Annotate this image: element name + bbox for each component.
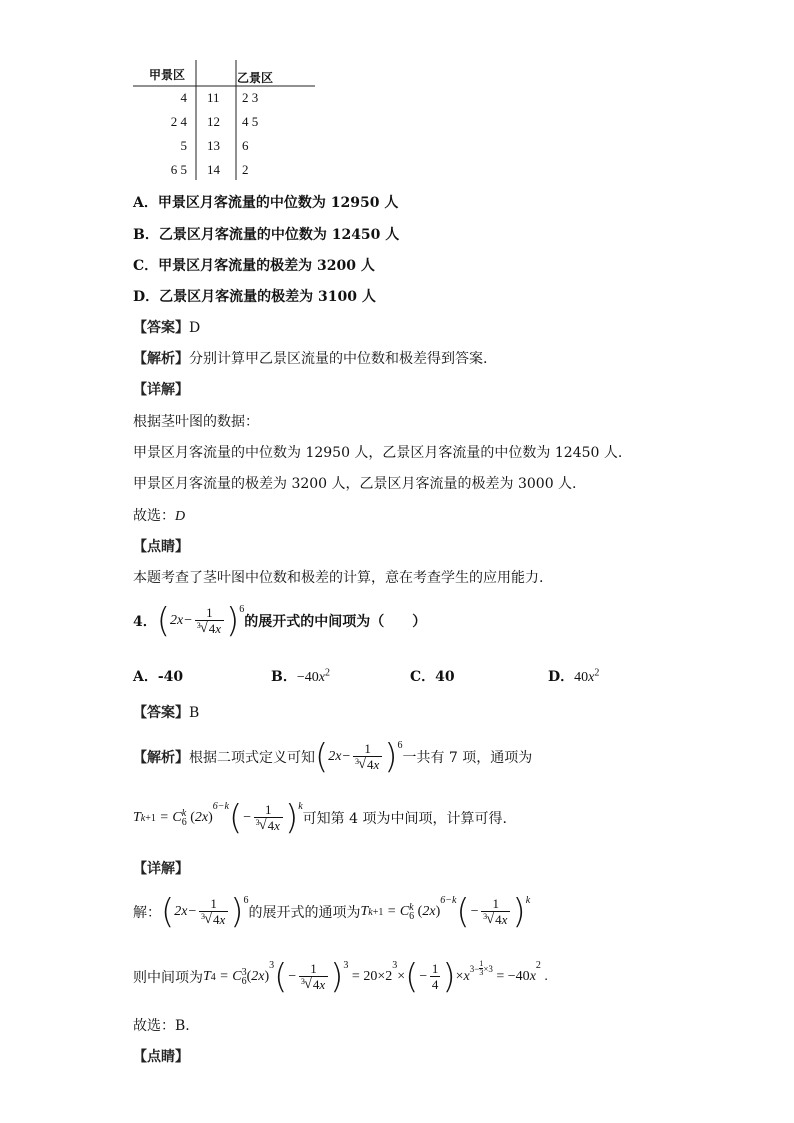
stem-leaf-right-leaves: 4 5 [242, 114, 259, 129]
q3-answer [133, 317, 200, 337]
q4-analysis-line2 [133, 796, 507, 840]
analysis-post: 可知第 4 项为中间项，计算可得. [302, 811, 507, 827]
answer-value: D [189, 320, 201, 336]
stem-leaf-right-leaves: 6 [242, 138, 249, 153]
analysis-pre: 根据二项式定义可知 [189, 750, 315, 766]
q3-comment: 本题考查了茎叶图中位数和极差的计算，意在考查学生的应用能力. [133, 570, 544, 586]
q3-detail-line: 根据茎叶图的数据： [133, 414, 259, 430]
q4-analysis-line1 [133, 737, 532, 777]
analysis-text: 分别计算甲乙景区流量的中位数和极差得到答案. [189, 351, 488, 367]
q3-option-b: B．乙景区月客流量的中位数为 12450 人 [133, 227, 400, 243]
q3-option-d: D．乙景区月客流量的极差为 3100 人 [133, 289, 376, 305]
answer-value: B [189, 705, 200, 721]
stem-leaf-right-title: 乙景区 [237, 71, 274, 85]
binomial-expression: ( 2x− 1 3 √ 4x ) 6 [315, 737, 403, 777]
choose-value: D [175, 509, 186, 524]
analysis-tag: 【解析】 [133, 351, 189, 367]
answer-tag: 【答案】 [133, 320, 189, 336]
q3-detail-line: 甲景区月客流量的极差为 3200 人，乙景区月客流量的极差为 3000 人. [133, 476, 577, 492]
q3-option-c: C．甲景区月客流量的极差为 3200 人 [133, 258, 375, 274]
q4-detail-line1 [133, 890, 530, 934]
analysis-mid: 一共有 7 项，通项为 [402, 750, 533, 766]
q4-middle-term-line [133, 952, 548, 1002]
stem-leaf-table [133, 60, 318, 180]
q3-option-a: A．甲景区月客流量的中位数为 12950 人 [133, 195, 399, 211]
option-label: B． [271, 669, 297, 685]
middle-term-formula: T 4 = C 3 6 ( 2x ) 3 ( − 1 3 √ 4x ) 3 = 20×2 3 × ( − $\frac{1}{4}$ ) × x 3− 1 3 ×3 = −40 x 2 . [203, 957, 548, 997]
stem-leaf-left-leaves: 6 5 [170, 162, 187, 177]
general-term-formula: T k+1 = C k 6 ( 2x ) 6−k ( − 1 3 √ 4x ) k [360, 892, 531, 932]
q4-option-b [271, 666, 330, 686]
q4-stem [133, 601, 426, 641]
q4-choose: 故选：B. [133, 1018, 190, 1034]
stem-leaf-stem: 13 [207, 138, 220, 153]
binomial-expression: ( 2x− 1 3 √ 4x ) 6 [161, 892, 249, 932]
detail-pre: 解： [133, 905, 161, 921]
general-term-formula: T k+1 = C k 6 ( 2x ) 6−k ( − 1 3 √ 4x ) k [133, 798, 303, 838]
middle-pre: 则中间项为 [133, 970, 203, 986]
question-number: 4． [133, 614, 157, 630]
q3-detail-tag: 【详解】 [133, 382, 189, 398]
q4-stem-text: 的展开式的中间项为（ ） [244, 614, 427, 630]
analysis-tag: 【解析】 [133, 750, 189, 766]
q4-option-a: A．-40 [133, 669, 184, 685]
q4-comment-tag: 【点睛】 [133, 1049, 189, 1065]
stem-leaf-stem: 14 [207, 162, 220, 177]
q3-detail-line: 甲景区月客流量的中位数为 12950 人，乙景区月客流量的中位数为 12450 人. [133, 445, 623, 461]
q4-answer [133, 702, 199, 722]
option-label: D． [548, 669, 575, 685]
q3-analysis [133, 348, 487, 368]
stem-leaf-left-title: 甲景区 [149, 68, 186, 82]
q4-option-c: C．40 [410, 669, 455, 685]
binomial-expression: ( 2 x − 1 3 √ 4x ) 6 [156, 601, 245, 641]
stem-leaf-right-leaves: 2 3 [242, 90, 259, 105]
stem-leaf-left-leaves: 2 4 [170, 114, 187, 129]
choose-prefix: 故选： [133, 508, 175, 524]
stem-leaf-right-leaves: 2 [242, 162, 249, 177]
q3-choose [133, 505, 185, 525]
q4-option-d [548, 666, 599, 686]
q4-detail-tag: 【详解】 [133, 861, 189, 877]
answer-tag: 【答案】 [133, 705, 189, 721]
detail-mid: 的展开式的通项为 [248, 905, 361, 921]
stem-leaf-stem: 12 [207, 114, 220, 129]
stem-leaf-left-leaves: 4 [180, 90, 187, 105]
stem-leaf-stem: 11 [207, 90, 220, 105]
option-math: $-40x^2$ [296, 667, 330, 685]
option-math: $40x^2$ [574, 667, 600, 685]
q3-comment-tag: 【点睛】 [133, 539, 189, 555]
stem-leaf-left-leaves: 5 [180, 138, 187, 153]
